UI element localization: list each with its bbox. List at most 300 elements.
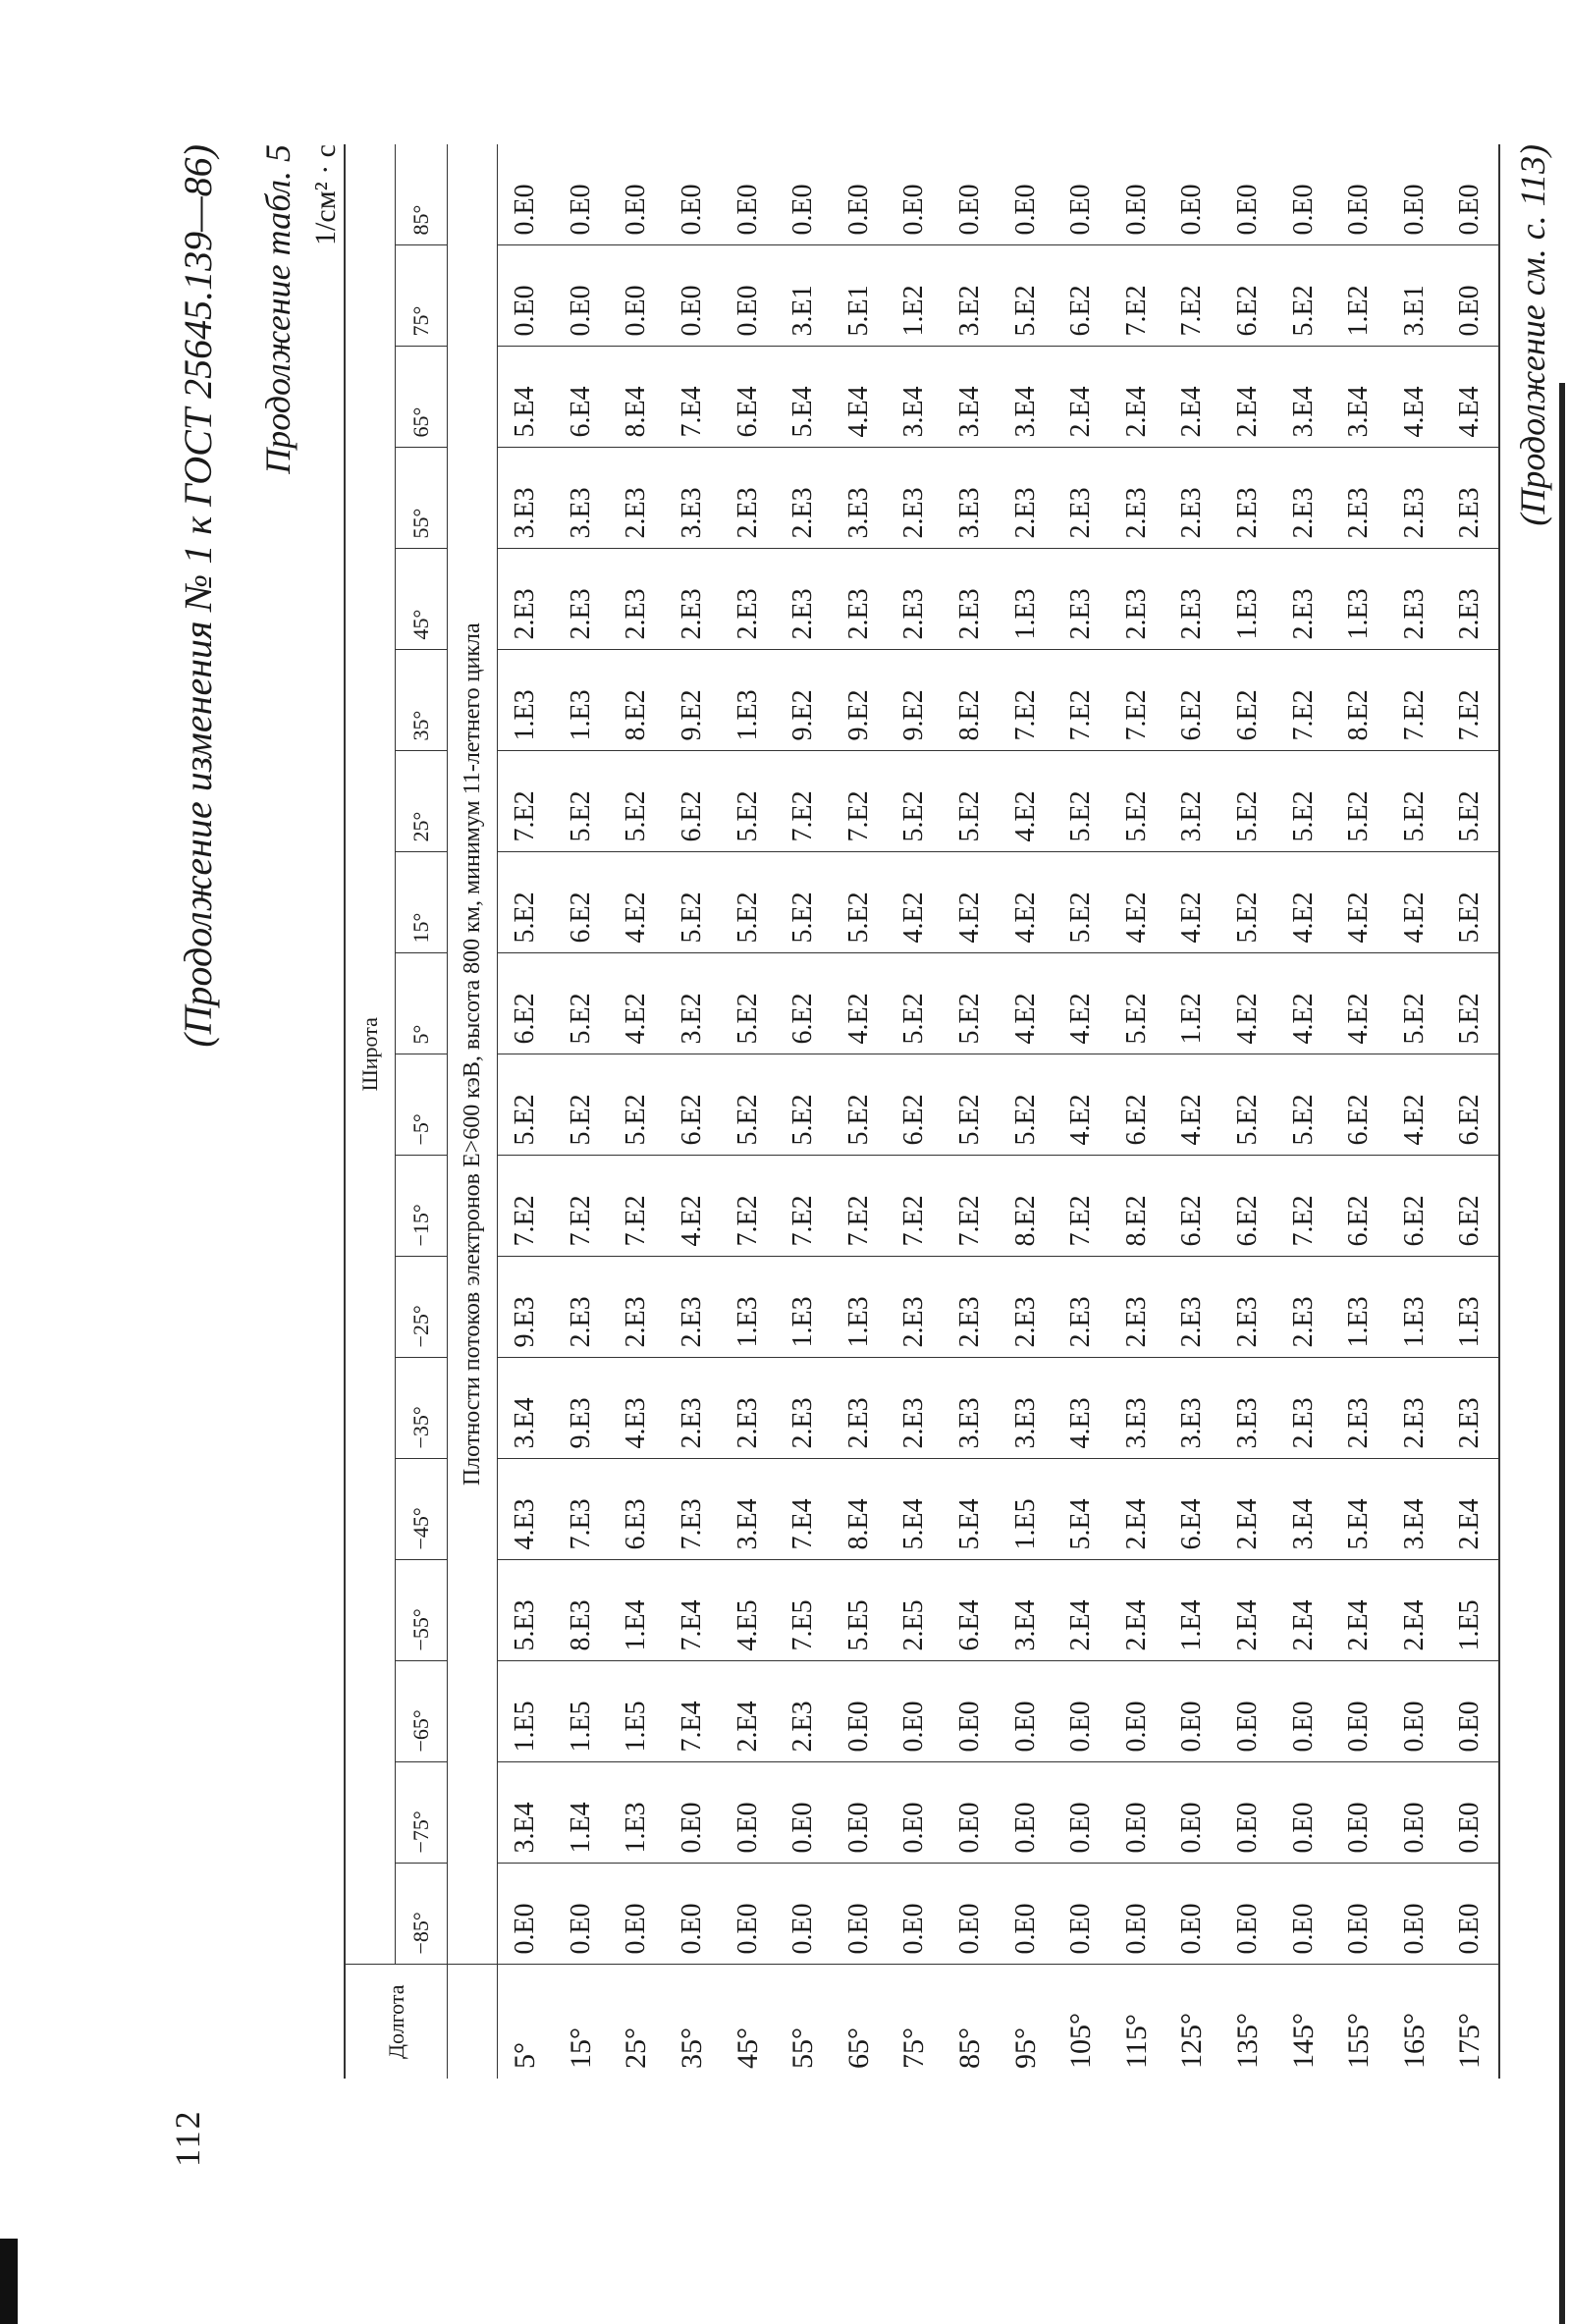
flux-value-cell: 0.E0: [998, 1661, 1054, 1762]
flux-value-cell: 6.E4: [720, 347, 776, 448]
flux-value-cell: 7.E2: [554, 1156, 610, 1257]
flux-value-cell: 6.E2: [1220, 650, 1276, 751]
flux-value-cell: 3.E3: [998, 1358, 1054, 1459]
flux-value-cell: 9.E2: [776, 650, 832, 751]
flux-value-cell: 4.E2: [943, 852, 999, 953]
flux-value-cell: 2.E3: [1331, 448, 1387, 549]
flux-value-cell: 3.E4: [1275, 347, 1331, 448]
flux-value-cell: 3.E3: [1109, 1358, 1165, 1459]
flux-value-cell: 9.E2: [832, 650, 888, 751]
flux-value-cell: 6.E2: [1109, 1054, 1165, 1156]
flux-value-cell: 1.E5: [554, 1661, 610, 1762]
flux-value-cell: 7.E2: [887, 1156, 943, 1257]
flux-value-cell: 0.E0: [1442, 1762, 1499, 1864]
flux-value-cell: 2.E3: [943, 549, 999, 650]
flux-value-cell: 2.E3: [887, 549, 943, 650]
flux-value-cell: 2.E4: [1054, 347, 1109, 448]
latitude-col-header: −65°: [396, 1661, 448, 1762]
flux-value-cell: 0.E0: [1343, 184, 1375, 236]
flux-value-cell: 2.E3: [1164, 549, 1220, 650]
flux-value-cell: 0.E0: [665, 245, 721, 347]
flux-value-cell: 3.E1: [776, 245, 832, 347]
longitude-cell: 145°: [1275, 1965, 1331, 2079]
flux-value-cell: 2.E3: [720, 549, 776, 650]
longitude-cell: 115°: [1109, 1965, 1165, 2079]
longitude-cell: 75°: [887, 1965, 943, 2079]
flux-value-cell: 0.E0: [1164, 1864, 1220, 1965]
table-row: [1054, 144, 1109, 2079]
table-row: [887, 144, 943, 2079]
flux-value-cell: 2.E3: [1109, 1257, 1165, 1358]
latitude-col-header: 55°: [396, 448, 448, 549]
flux-value-cell: 0.E0: [498, 1864, 554, 1965]
flux-value-cell: 0.E0: [665, 1864, 721, 1965]
flux-value-cell: 2.E4: [1220, 1560, 1276, 1661]
table-row: [776, 144, 832, 2079]
flux-value-cell: 0.E0: [898, 184, 930, 236]
document-header: (Продолжение изменения № 1 к ГОСТ 25645.139—86): [176, 144, 220, 1048]
latitude-col-header: −15°: [396, 1156, 448, 1257]
flux-value-cell: 7.E2: [1109, 245, 1165, 347]
flux-value-cell: 0.E0: [943, 1762, 999, 1864]
flux-value-cell: 2.E3: [1054, 448, 1109, 549]
flux-value-cell: 6.E2: [1331, 1156, 1387, 1257]
flux-value-cell: 2.E3: [1387, 448, 1443, 549]
flux-value-cell: 2.E3: [998, 448, 1054, 549]
flux-value-cell: 1.E2: [1164, 953, 1220, 1054]
flux-value-cell: 2.E3: [609, 448, 665, 549]
flux-value-cell: 2.E3: [998, 1257, 1054, 1358]
flux-value-cell: 1.E3: [554, 650, 610, 751]
flux-value-cell: 0.E0: [1442, 1661, 1499, 1762]
longitude-cell: 105°: [1054, 1965, 1109, 2079]
flux-value-cell: 4.E2: [998, 953, 1054, 1054]
flux-value-cell: 7.E2: [1054, 650, 1109, 751]
flux-value-cell: 5.E2: [665, 852, 721, 953]
flux-value-cell: 0.E0: [720, 1864, 776, 1965]
flux-value-cell: 2.E4: [1220, 1459, 1276, 1560]
flux-value-cell: 2.E3: [554, 549, 610, 650]
flux-value-cell: 4.E2: [998, 852, 1054, 953]
flux-value-cell: 3.E2: [665, 953, 721, 1054]
longitude-cell: 25°: [609, 1965, 665, 2079]
flux-value-cell: 2.E4: [720, 1661, 776, 1762]
flux-value-cell: 4.E2: [1331, 852, 1387, 953]
latitude-header-row: [396, 144, 448, 2079]
flux-value-cell: 0.E0: [609, 245, 665, 347]
flux-value-cell: 0.E0: [998, 1762, 1054, 1864]
flux-value-cell: 0.E0: [665, 1762, 721, 1864]
flux-value-cell: 8.E2: [1331, 650, 1387, 751]
flux-value-cell: 8.E2: [1109, 1156, 1165, 1257]
flux-value-cell: 5.E2: [554, 751, 610, 852]
flux-value-cell: 5.E2: [1387, 751, 1443, 852]
flux-value-cell: 5.E2: [609, 1054, 665, 1156]
longitude-cell: 15°: [554, 1965, 610, 2079]
flux-value-cell: 5.E2: [498, 1054, 554, 1156]
flux-value-cell: 7.E2: [1275, 650, 1331, 751]
flux-value-cell: 3.E1: [1387, 245, 1443, 347]
flux-value-cell: 7.E4: [665, 347, 721, 448]
flux-value-cell: 2.E4: [1109, 1560, 1165, 1661]
flux-value-cell: 0.E0: [720, 245, 776, 347]
flux-value-cell: 2.E3: [887, 1257, 943, 1358]
flux-value-cell: 5.E2: [943, 751, 999, 852]
longitude-cell: 175°: [1442, 1965, 1499, 2079]
latitude-col-header: −25°: [396, 1257, 448, 1358]
flux-value-cell: 0.E0: [1398, 184, 1430, 236]
flux-value-cell: 0.E0: [832, 1762, 888, 1864]
latitude-col-header: 45°: [396, 549, 448, 650]
flux-value-cell: 3.E4: [1387, 1459, 1443, 1560]
flux-value-cell: 5.E2: [720, 1054, 776, 1156]
flux-value-cell: 1.E3: [498, 650, 554, 751]
flux-value-cell: 0.E0: [1176, 184, 1208, 236]
flux-value-cell: 5.E2: [1275, 245, 1331, 347]
flux-value-cell: 0.E0: [1120, 184, 1152, 236]
flux-value-cell: 2.E3: [1442, 448, 1499, 549]
flux-value-cell: 0.E0: [842, 184, 874, 236]
flux-value-cell: 4.E4: [832, 347, 888, 448]
latitude-col-header: −35°: [396, 1358, 448, 1459]
flux-value-cell: 5.E2: [832, 852, 888, 953]
flux-value-cell: 0.E0: [887, 1661, 943, 1762]
flux-value-cell: 2.E3: [554, 1257, 610, 1358]
flux-value-cell: 4.E3: [1054, 1358, 1109, 1459]
table-caption: Продолжение табл. 5: [258, 144, 298, 474]
flux-value-cell: 7.E2: [832, 751, 888, 852]
longitude-cell: 85°: [943, 1965, 999, 2079]
flux-value-cell: 0.E0: [1164, 1762, 1220, 1864]
flux-value-cell: 7.E5: [776, 1560, 832, 1661]
flux-value-cell: 8.E4: [832, 1459, 888, 1560]
flux-value-cell: 0.E0: [676, 184, 708, 236]
latitude-col-header: 5°: [396, 953, 448, 1054]
flux-value-cell: 2.E3: [1275, 448, 1331, 549]
flux-value-cell: 1.E3: [720, 650, 776, 751]
flux-value-cell: 7.E2: [832, 1156, 888, 1257]
flux-value-cell: 2.E3: [776, 549, 832, 650]
flux-value-cell: 7.E2: [998, 650, 1054, 751]
flux-value-cell: 7.E2: [1275, 1156, 1331, 1257]
table-row: [998, 144, 1054, 2079]
flux-value-cell: 3.E4: [1275, 1459, 1331, 1560]
flux-value-cell: 0.E0: [1287, 184, 1319, 236]
flux-value-cell: 3.E3: [832, 448, 888, 549]
flux-value-cell: 9.E3: [498, 1257, 554, 1358]
flux-value-cell: 7.E2: [720, 1156, 776, 1257]
flux-value-cell: 3.E4: [720, 1459, 776, 1560]
flux-value-cell: 1.E3: [832, 1257, 888, 1358]
flux-value-cell: 0.E0: [1275, 1864, 1331, 1965]
latitude-col-header: 65°: [396, 347, 448, 448]
page-number: 112: [168, 2109, 207, 2167]
table-row: [1275, 144, 1331, 2079]
flux-value-cell: 1.E4: [554, 1762, 610, 1864]
table-row: [943, 144, 999, 2079]
flux-value-cell: 5.E2: [776, 1054, 832, 1156]
flux-value-cell: 0.E0: [887, 1762, 943, 1864]
flux-value-cell: 7.E3: [554, 1459, 610, 1560]
flux-value-cell: 0.E0: [731, 184, 763, 236]
flux-value-cell: 5.E2: [943, 1054, 999, 1156]
table-row: [554, 144, 610, 2079]
flux-value-cell: 1.E3: [776, 1257, 832, 1358]
flux-value-cell: 6.E2: [498, 953, 554, 1054]
flux-value-cell: 3.E4: [998, 1560, 1054, 1661]
flux-value-cell: 9.E2: [665, 650, 721, 751]
flux-value-cell: 0.E0: [1220, 1864, 1276, 1965]
flux-value-cell: 2.E4: [1331, 1560, 1387, 1661]
continuation-note: (Продолжение см. с. 113): [1513, 144, 1552, 526]
flux-value-cell: 0.E0: [1442, 245, 1499, 347]
flux-value-cell: 5.E2: [1220, 852, 1276, 953]
flux-value-cell: 5.E2: [1054, 751, 1109, 852]
flux-value-cell: 1.E3: [1220, 549, 1276, 650]
flux-value-cell: 1.E5: [1442, 1560, 1499, 1661]
flux-value-cell: 0.E0: [609, 1864, 665, 1965]
units-label: 1/см² · с: [309, 144, 342, 245]
flux-value-cell: 1.E3: [609, 1762, 665, 1864]
flux-value-cell: 2.E3: [776, 448, 832, 549]
flux-value-cell: 3.E3: [943, 448, 999, 549]
flux-value-cell: 7.E2: [1109, 650, 1165, 751]
flux-value-cell: 0.E0: [998, 1864, 1054, 1965]
flux-value-cell: 6.E2: [1387, 1156, 1443, 1257]
flux-value-cell: 2.E3: [720, 1358, 776, 1459]
section-caption: Плотности потоков электронов E>600 кэВ, высота 800 км, минимум 11-летнего цикла: [448, 144, 498, 1965]
scan-edge-mark: [0, 2239, 18, 2324]
flux-value-cell: 7.E2: [609, 1156, 665, 1257]
flux-value-cell: 5.E2: [1442, 852, 1499, 953]
flux-value-cell: 5.E2: [998, 245, 1054, 347]
flux-value-cell: 1.E5: [998, 1459, 1054, 1560]
flux-value-cell: 5.E2: [498, 852, 554, 953]
flux-value-cell: 0.E0: [1387, 1762, 1443, 1864]
flux-value-cell: 5.E4: [1331, 1459, 1387, 1560]
flux-value-cell: 0.E0: [510, 184, 541, 236]
flux-value-cell: 5.E2: [609, 751, 665, 852]
flux-value-cell: 6.E2: [1220, 245, 1276, 347]
latitude-col-header: 35°: [396, 650, 448, 751]
flux-value-cell: 2.E3: [498, 549, 554, 650]
flux-value-cell: 5.E2: [1220, 751, 1276, 852]
flux-value-cell: 1.E5: [609, 1661, 665, 1762]
flux-value-cell: 0.E0: [1054, 1762, 1109, 1864]
flux-value-cell: 5.E2: [832, 1054, 888, 1156]
flux-value-cell: 2.E3: [1220, 1257, 1276, 1358]
table-row: [720, 144, 776, 2079]
flux-value-cell: 1.E2: [887, 245, 943, 347]
flux-value-cell: 4.E2: [665, 1156, 721, 1257]
flux-value-cell: 5.E2: [554, 953, 610, 1054]
latitude-col-header: −75°: [396, 1762, 448, 1864]
flux-value-cell: 6.E2: [665, 1054, 721, 1156]
flux-value-cell: 2.E3: [1387, 549, 1443, 650]
flux-value-cell: 0.E0: [776, 1864, 832, 1965]
flux-value-cell: 4.E2: [1275, 953, 1331, 1054]
flux-value-cell: 7.E2: [776, 751, 832, 852]
flux-value-cell: 3.E3: [554, 448, 610, 549]
flux-value-cell: 0.E0: [621, 184, 652, 236]
flux-value-cell: 0.E0: [1442, 1864, 1499, 1965]
flux-value-cell: 5.E2: [1109, 953, 1165, 1054]
latitude-col-header: 75°: [396, 245, 448, 347]
flux-value-cell: 3.E3: [498, 448, 554, 549]
flux-value-cell: 5.E4: [498, 347, 554, 448]
flux-value-cell: 2.E3: [609, 1257, 665, 1358]
flux-value-cell: 3.E4: [887, 347, 943, 448]
longitude-header: Долгота: [345, 1965, 448, 2079]
flux-value-cell: 6.E2: [1054, 245, 1109, 347]
flux-value-cell: 2.E3: [665, 1257, 721, 1358]
flux-value-cell: 5.E2: [1275, 1054, 1331, 1156]
flux-value-cell: 0.E0: [1164, 1661, 1220, 1762]
flux-value-cell: 5.E2: [1109, 751, 1165, 852]
flux-value-cell: 6.E2: [776, 953, 832, 1054]
flux-value-cell: 6.E2: [1442, 1156, 1499, 1257]
table-row: [609, 144, 665, 2079]
flux-value-cell: 4.E2: [609, 852, 665, 953]
flux-value-cell: 4.E2: [1331, 953, 1387, 1054]
flux-value-cell: 0.E0: [1065, 184, 1097, 236]
flux-value-cell: 0.E0: [720, 1762, 776, 1864]
flux-value-cell: 0.E0: [1220, 1762, 1276, 1864]
flux-value-cell: 7.E2: [1054, 1156, 1109, 1257]
flux-value-cell: 4.E3: [609, 1358, 665, 1459]
flux-value-cell: 4.E2: [1387, 1054, 1443, 1156]
flux-value-cell: 5.E2: [554, 1054, 610, 1156]
flux-value-cell: 7.E4: [776, 1459, 832, 1560]
flux-value-cell: 8.E2: [998, 1156, 1054, 1257]
latitude-col-header: −45°: [396, 1459, 448, 1560]
flux-value-cell: 5.E2: [943, 953, 999, 1054]
flux-value-cell: 2.E3: [665, 1358, 721, 1459]
flux-value-cell: 4.E2: [1054, 953, 1109, 1054]
flux-value-cell: 4.E2: [887, 852, 943, 953]
longitude-cell: 135°: [1220, 1965, 1276, 2079]
flux-value-cell: 5.E2: [1275, 751, 1331, 852]
flux-value-cell: 5.E2: [887, 751, 943, 852]
section-spacer: [448, 1965, 498, 2079]
flux-value-cell: 3.E3: [1164, 1358, 1220, 1459]
flux-value-cell: 0.E0: [1331, 1864, 1387, 1965]
flux-value-cell: 2.E3: [1275, 549, 1331, 650]
flux-value-cell: 5.E4: [1054, 1459, 1109, 1560]
flux-value-cell: 0.E0: [1442, 144, 1499, 245]
table-row: [1442, 144, 1499, 2079]
flux-value-cell: 0.E0: [1275, 1661, 1331, 1762]
table-row: [1164, 144, 1220, 2079]
flux-value-cell: 0.E0: [832, 1661, 888, 1762]
flux-value-cell: 2.E3: [1054, 1257, 1109, 1358]
flux-value-cell: 1.E4: [1164, 1560, 1220, 1661]
table-row: [1331, 144, 1387, 2079]
latitude-group-header: Широта: [345, 144, 396, 1965]
flux-value-cell: 2.E3: [1442, 1358, 1499, 1459]
latitude-col-header: −5°: [396, 1054, 448, 1156]
flux-value-cell: 1.E3: [1442, 1257, 1499, 1358]
flux-value-cell: 2.E3: [887, 1358, 943, 1459]
flux-value-cell: 4.E4: [1387, 347, 1443, 448]
flux-value-cell: 0.E0: [1054, 1864, 1109, 1965]
flux-value-cell: 2.E3: [1275, 1358, 1331, 1459]
flux-value-cell: 2.E3: [609, 549, 665, 650]
flux-value-cell: 2.E4: [1164, 347, 1220, 448]
flux-value-cell: 0.E0: [554, 245, 610, 347]
flux-value-cell: 6.E4: [1164, 1459, 1220, 1560]
flux-value-cell: 0.E0: [887, 1864, 943, 1965]
flux-value-cell: 1.E3: [1331, 1257, 1387, 1358]
flux-value-cell: 2.E3: [720, 448, 776, 549]
flux-value-cell: 4.E2: [1387, 852, 1443, 953]
flux-value-cell: 5.E2: [1220, 1054, 1276, 1156]
table-row: [832, 144, 888, 2079]
flux-value-cell: 1.E4: [609, 1560, 665, 1661]
table-row: [1387, 144, 1443, 2079]
flux-value-cell: 0.E0: [1220, 1661, 1276, 1762]
flux-value-cell: 0.E0: [554, 1864, 610, 1965]
longitude-cell: 35°: [665, 1965, 721, 2079]
flux-value-cell: 4.E2: [1275, 852, 1331, 953]
flux-value-cell: 5.E4: [776, 347, 832, 448]
flux-value-cell: 2.E4: [1054, 1560, 1109, 1661]
flux-value-cell: 4.E3: [498, 1459, 554, 1560]
flux-value-cell: 4.E2: [1164, 852, 1220, 953]
flux-value-cell: 4.E2: [1109, 852, 1165, 953]
flux-value-cell: 5.E2: [720, 953, 776, 1054]
flux-value-cell: 6.E2: [1164, 1156, 1220, 1257]
flux-value-cell: 6.E4: [943, 1560, 999, 1661]
flux-value-cell: 0.E0: [1109, 1762, 1165, 1864]
flux-value-cell: 5.E2: [1442, 751, 1499, 852]
flux-value-cell: 2.E3: [1275, 1257, 1331, 1358]
longitude-cell: 165°: [1387, 1965, 1443, 2079]
longitude-cell: 45°: [720, 1965, 776, 2079]
flux-value-cell: 1.E3: [1387, 1257, 1443, 1358]
flux-value-cell: 6.E2: [665, 751, 721, 852]
table-row: [1109, 144, 1165, 2079]
flux-value-cell: 7.E2: [776, 1156, 832, 1257]
flux-value-cell: 5.E4: [887, 1459, 943, 1560]
flux-value-cell: 2.E3: [1109, 549, 1165, 650]
flux-value-cell: 4.E5: [720, 1560, 776, 1661]
flux-value-cell: 6.E2: [1331, 1054, 1387, 1156]
flux-value-cell: 2.E3: [832, 1358, 888, 1459]
flux-value-cell: 6.E2: [1442, 1054, 1499, 1156]
flux-value-cell: 0.E0: [776, 1762, 832, 1864]
flux-value-cell: 0.E0: [1331, 1762, 1387, 1864]
flux-value-cell: 3.E4: [498, 1358, 554, 1459]
flux-value-cell: 4.E2: [998, 751, 1054, 852]
flux-value-cell: 8.E2: [609, 650, 665, 751]
flux-value-cell: 5.E2: [720, 751, 776, 852]
flux-value-cell: 0.E0: [498, 245, 554, 347]
flux-value-cell: 5.E4: [943, 1459, 999, 1560]
flux-value-cell: 7.E2: [943, 1156, 999, 1257]
flux-value-cell: 1.E5: [498, 1661, 554, 1762]
flux-value-cell: 3.E2: [943, 245, 999, 347]
flux-value-cell: 2.E4: [1387, 1560, 1443, 1661]
table-row: [1220, 144, 1276, 2079]
flux-value-cell: 5.E2: [776, 852, 832, 953]
longitude-cell: 65°: [832, 1965, 888, 2079]
flux-value-cell: 4.E4: [1442, 347, 1499, 448]
latitude-col-header: 85°: [396, 144, 448, 245]
flux-value-cell: 3.E4: [1331, 347, 1387, 448]
flux-value-cell: 0.E0: [1387, 1661, 1443, 1762]
flux-density-table: [344, 144, 1500, 2079]
